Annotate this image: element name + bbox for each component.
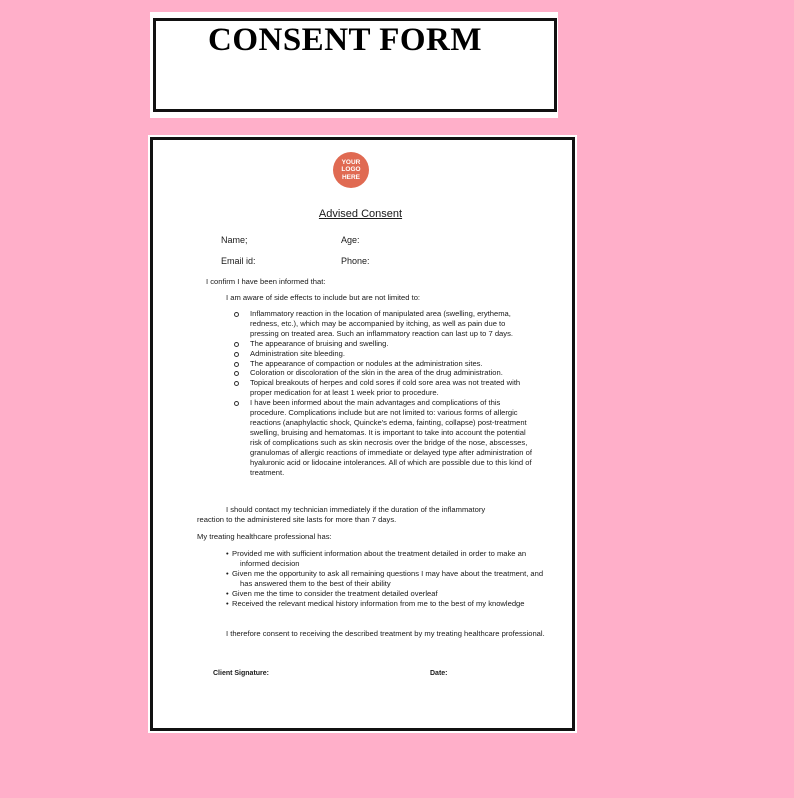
bullet-circle-icon [234, 362, 239, 367]
consent-document [148, 135, 577, 733]
bullet-circle-icon [234, 342, 239, 347]
contact-instruction-line-1: I should contact my technician immediately if the duration of the inflammatory [226, 505, 486, 514]
list-item: • Given me the opportunity to ask all remaining questions I may have about the treatment, and has answered them to the best of their ability [226, 568, 544, 588]
email-field-label: Email id: [221, 256, 256, 266]
list-item: Coloration or discoloration of the skin in the area of the drug administration. [234, 368, 534, 378]
logo-placeholder: YOUR LOGO HERE [333, 152, 369, 188]
list-item: The appearance of compaction or nodules at the administration sites. [234, 359, 534, 369]
list-item: Topical breakouts of herpes and cold sores if cold sore area was not treated with proper medication for at least 1 week prior to procedure. [234, 378, 534, 398]
bullet-circle-icon [234, 352, 239, 357]
page-title: CONSENT FORM [208, 22, 482, 58]
bullet-circle-icon [234, 371, 239, 376]
contact-instruction-line-2: reaction to the administered site lasts for more than 7 days. [197, 515, 397, 524]
list-item: • Provided me with sufficient information about the treatment detailed in order to make an informed decision [226, 549, 527, 568]
document-heading: Advised Consent [318, 208, 403, 220]
side-effects-intro: I am aware of side effects to include but are not limited to: [226, 293, 421, 302]
list-item: • Given me the time to consider the treatment detailed overleaf [226, 588, 438, 598]
list-item: Inflammatory reaction in the location of manipulated area (swelling, erythema, redness, etc.), which may be accompanied by itching, as well as pain due to pressing on treated area. Such an inflammatory reaction can last up to 7 days. [234, 309, 534, 339]
phone-field-label: Phone: [341, 256, 370, 266]
date-label: Date: [430, 670, 448, 677]
list-item: I have been informed about the main advantages and complications of this procedure. Complications include but are not limited to: various forms of allergic reactions (anaphylactic shock, Quincke's edema, fainting, collapse) post-treatment swelling, bruising and hematomas. It is important to take into account the potential risk of complications such as skin necrosis over the bridge of the nose, abscesses, granulomas of allergic reactions of immediate or delayed type after administration of hyaluronic acid or lidocaine intolerances. All of which are possible due to this kind of treatment. [234, 398, 534, 477]
title-banner [150, 12, 558, 118]
list-item: Administration site bleeding. [234, 349, 534, 359]
list-item: The appearance of bruising and swelling. [234, 339, 534, 349]
side-effects-list [234, 309, 534, 477]
consent-statement: I therefore consent to receiving the described treatment by my treating healthcare professional. [226, 629, 545, 638]
bullet-circle-icon [234, 381, 239, 386]
client-signature-label: Client Signature: [213, 670, 270, 677]
professional-list [226, 549, 546, 608]
list-item: • Received the relevant medical history information from me to the best of my knowledge [226, 598, 525, 608]
age-field-label: Age: [341, 235, 360, 245]
professional-intro: My treating healthcare professional has: [197, 532, 332, 541]
name-field-label: Name; [221, 235, 248, 245]
bullet-circle-icon [234, 401, 239, 406]
bullet-circle-icon [234, 312, 239, 317]
confirm-statement: I confirm I have been informed that: [206, 277, 326, 286]
